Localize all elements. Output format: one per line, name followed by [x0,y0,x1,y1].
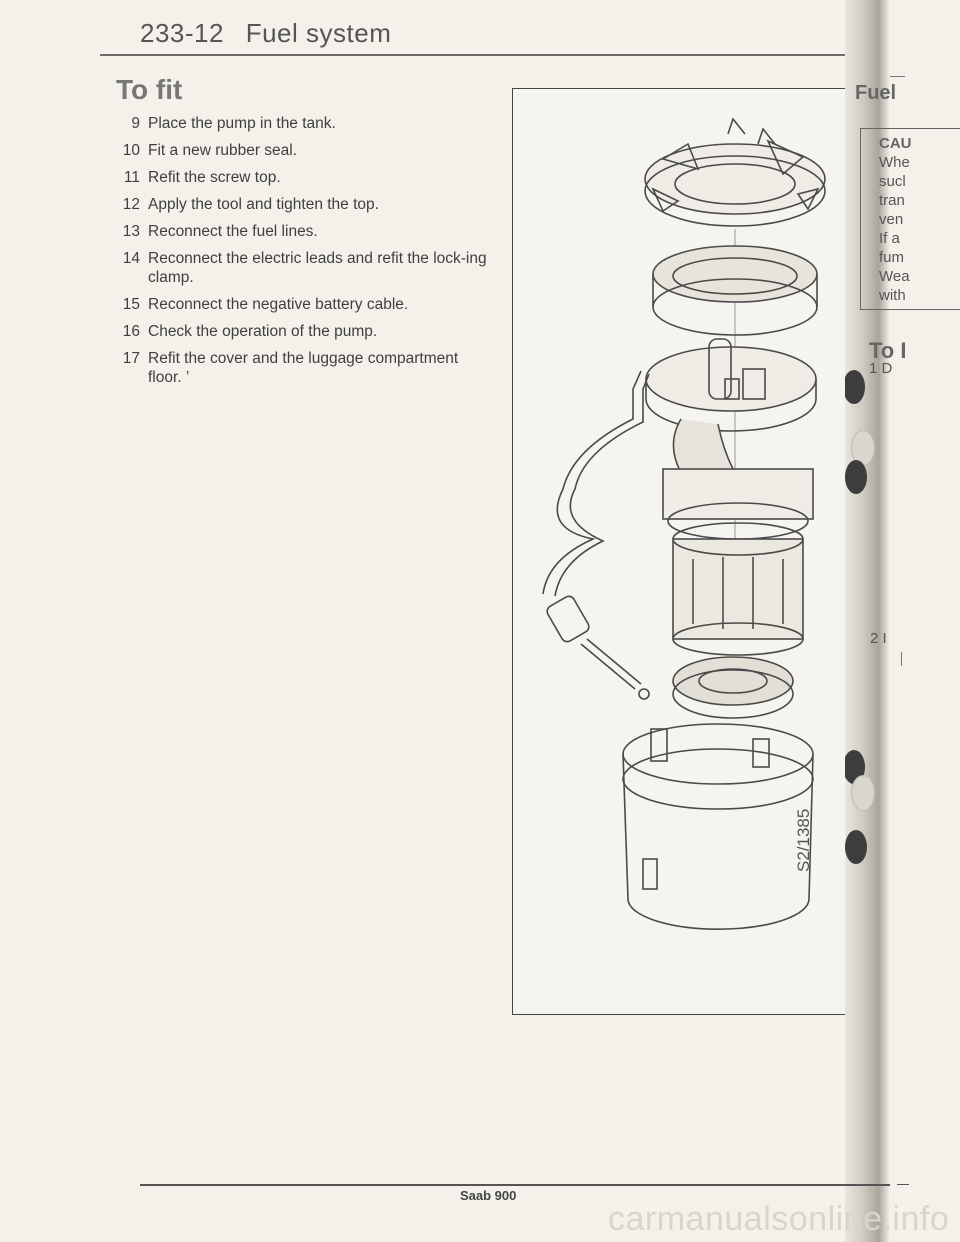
caution-line: ven [879,211,904,228]
step-text: Apply the tool and tighten the top. [148,196,379,213]
adjacent-heading: To I [869,338,907,363]
step-text: Check the operation of the pump. [148,323,378,340]
caution-line: with [879,287,906,304]
step-number: 16 [122,323,140,340]
footer-model: Saab 900 [460,1188,517,1203]
fuel-hose-part [543,371,649,699]
binding-hole [845,460,867,494]
binding-hole [851,775,875,811]
figure-reference: S2/1385 [794,808,813,872]
procedure-step [110,114,490,133]
caution-line: Whe [879,154,910,171]
adjacent-step-1: 1 D [869,360,893,377]
procedure-step [110,322,490,341]
step-text: Reconnect the electric leads and refit the lock-ing clamp. [148,250,487,286]
step-number: 13 [122,223,140,240]
step-number: 15 [122,296,140,313]
procedure-step [110,249,490,287]
filter-ring-part [673,657,793,718]
procedure-step [110,141,490,160]
procedure-title: To fit [116,74,183,105]
running-head [140,18,391,49]
procedure-step [110,195,490,214]
step-text: Place the pump in the tank. [148,115,336,132]
footer-rule-adjacent [897,1184,909,1185]
step-text: Reconnect the negative battery cable. [148,296,409,313]
step-number: 9 [131,115,140,132]
caution-line: CAU [879,135,912,152]
adjacent-page-title: Fuel [855,82,897,104]
adjacent-page-edge [845,0,960,1242]
section-title: Fuel system [245,18,392,48]
watermark: carmanualsonline.info [608,1200,950,1238]
lock-ring-part [645,119,825,226]
section-number: 233-12 [140,18,224,48]
step-number: 11 [123,169,140,186]
pump-body-part [663,419,813,655]
reservoir-part [623,724,813,929]
caution-line: fum [879,249,905,266]
procedure-steps [110,114,490,395]
caution-line: tran [879,192,905,209]
step-text: Refit the cover and the luggage compartment floor. ’ [148,350,459,386]
adjacent-tick [901,652,902,666]
caution-line: If a [879,230,900,247]
procedure-step [110,222,490,241]
pump-flange-part [646,339,816,431]
caution-line: sucl [879,173,906,190]
caution-line: Wea [879,268,910,285]
procedure-step [110,349,490,387]
step-number: 10 [122,142,140,159]
footer-rule [140,1184,890,1186]
fuel-pump-exploded-drawing [513,89,846,1014]
exploded-view-figure [512,88,847,1015]
step-number: 12 [122,196,140,213]
header-rule [100,54,845,56]
procedure-step [110,168,490,187]
step-text: Reconnect the fuel lines. [148,223,318,240]
step-text: Fit a new rubber seal. [148,142,298,159]
step-number: 17 [122,350,140,367]
binding-hole [845,830,867,864]
adjacent-caution-box [860,128,960,310]
adjacent-step-2: 2 I [870,630,887,647]
step-text: Refit the screw top. [148,169,281,186]
procedure-step [110,295,490,314]
step-number: 14 [122,250,140,267]
